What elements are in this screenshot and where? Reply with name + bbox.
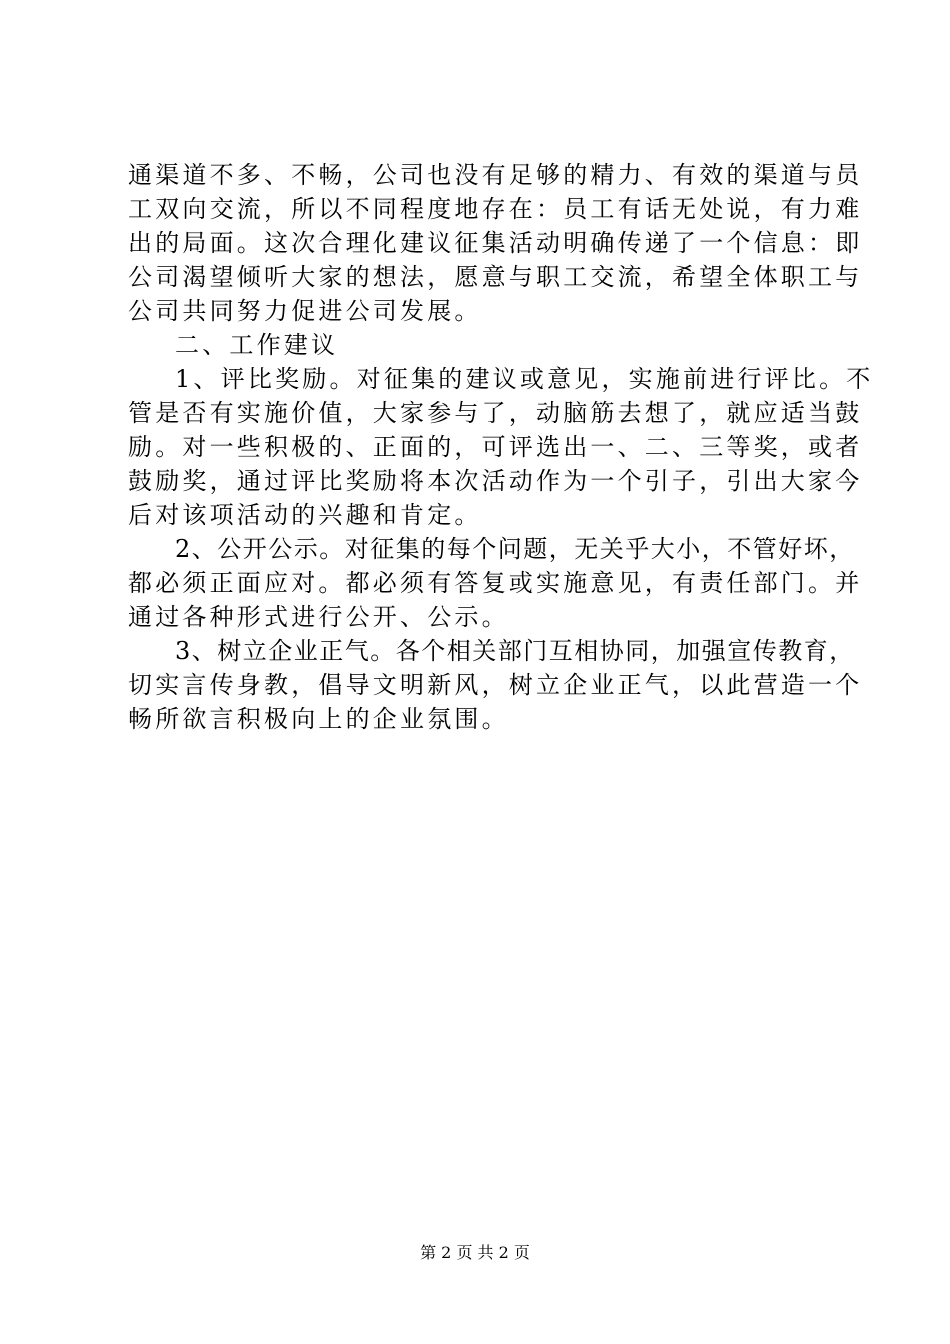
paragraph-line: 通过各种形式进行公开、公示。: [128, 603, 509, 631]
paragraph-line: 畅所欲言积极向上的企业氛围。: [128, 705, 509, 733]
page-number-footer: 第 2 页 共 2 页: [420, 1243, 530, 1262]
paragraph-line: 励。对一些积极的、正面的，可评选出一、二、三等奖，或者: [128, 433, 863, 461]
paragraph-line: 鼓励奖，通过评比奖励将本次活动作为一个引子，引出大家今: [128, 467, 863, 495]
paragraph-line: 公司共同努力促进公司发展。: [128, 297, 482, 325]
section-heading: 二、工作建议: [175, 331, 339, 359]
paragraph-line: 后对该项活动的兴趣和肯定。: [128, 501, 482, 529]
paragraph-line: 出的局面。这次合理化建议征集活动明确传递了一个信息：即: [128, 229, 863, 257]
paragraph-line: 1、评比奖励。对征集的建议或意见，实施前进行评比。不: [175, 365, 874, 393]
paragraph-line: 3、树立企业正气。各个相关部门互相协同，加强宣传教育，: [175, 637, 855, 665]
paragraph-line: 工双向交流，所以不同程度地存在：员工有话无处说，有力难: [128, 195, 863, 223]
paragraph-line: 公司渴望倾听大家的想法，愿意与职工交流，希望全体职工与: [128, 263, 863, 291]
paragraph-line: 都必须正面应对。都必须有答复或实施意见，有责任部门。并: [128, 569, 863, 597]
document-body: [128, 158, 874, 736]
paragraph-line: 通渠道不多、不畅，公司也没有足够的精力、有效的渠道与员: [128, 161, 863, 189]
paragraph-line: 切实言传身教，倡导文明新风，树立企业正气，以此营造一个: [128, 671, 863, 699]
paragraph-line: 管是否有实施价值，大家参与了，动脑筋去想了，就应适当鼓: [128, 399, 863, 427]
paragraph-line: 2、公开公示。对征集的每个问题，无关乎大小，不管好坏，: [175, 535, 855, 563]
